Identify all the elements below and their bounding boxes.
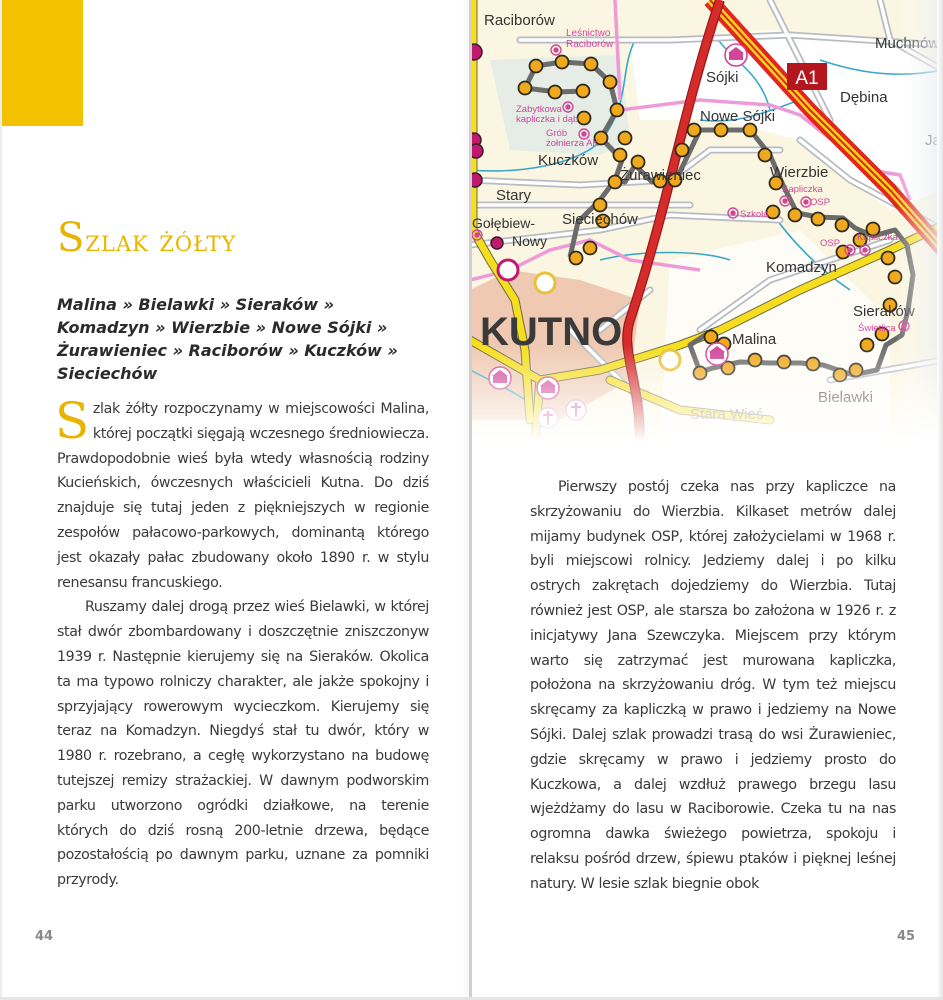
page-number: 45 xyxy=(897,929,916,944)
left-body-text xyxy=(55,392,429,893)
drop-cap: S xyxy=(55,392,89,450)
route-summary: Malina » Bielawki » Sieraków » Komadzyn » Wierzbie » Nowe Sójki » Żurawieniec » Raciborów » Kuczków » Sieciechów xyxy=(57,295,398,383)
chapter-title: Szlak żółty xyxy=(57,215,237,261)
paragraph: Ruszamy dalej drogą przez wieś Bielawki, w której stał dwór zbombardowany i doszczętnie zniszczonyw 1939 r. Następnie kierujemy się na Sieraków. Okolica ta ma typowo rolniczy charakter, ale jakże spokojny i sprzyjający rowerowym wycieczkom. Kierujemy się teraz na Komadzyn. Niegdyś stał tu dwór, który w 1980 r. rozebrano, a cegłę wykorzystano na budowę tutejszej remizy strażackiej. W dawnym podworskim parku utworzono ogródki działkowe, na terenie których do dziś rosną 200-letnie drzewa, będące pozostałością po dawnym parku, uznane za pomniki przyrody. xyxy=(57,599,429,889)
paragraph: Szlak żółty rozpoczynamy w miejscowości Malina, której początki sięgają wczesnego średniowiecza. Prawdopodobnie wieś była wtedy własnością rodziny Kucieńskich, ówczesnych właścicieli Kutna. Do dziś znajduje się tutaj jeden z piękniejszych w regionie zespołów pałacowo-parkowych, dominantą którego jest okazały pałac zbudowany około 1890 r. w stylu renesansu francuskiego. xyxy=(55,392,429,591)
yellow-accent-block xyxy=(0,0,83,126)
page-edge xyxy=(0,0,2,1000)
book-spine-shadow xyxy=(462,0,469,1000)
book-spine xyxy=(469,0,472,1000)
page-edge xyxy=(937,0,943,1000)
page-number: 44 xyxy=(35,929,54,944)
left-page xyxy=(0,0,470,1000)
trail-map xyxy=(470,0,943,442)
paragraph: Pierwszy postój czeka nas przy kapliczce na skrzyżowaniu do Wierzbia. Kilkaset metrów dalej mijamy budynek OSP, której założycielami w 1968 r. byli miejscowi rolnicy. Jedziemy dalej i po kilku ostrych zakrętach dojedziemy do Wierzbia. Tutaj również jest OSP, ale starsza bo założona w 1926 r. z inicjatywy Jana Szewczyka. Miejscem przy którym warto się zatrzymać jest murowana kapliczka, położona na skrzyżowaniu dróg. W tym też miejscu skręcamy za kapliczką w prawo i jedziemy na Nowe Sójki. Dalej szlak prowadzi trasą do wsi Żurawieniec, gdzie skręcamy w prawo i jedziemy prosto do Kuczkowa, a dalej wzdłuż prawego brzegu lasu wjeżdżamy do lasu w Raciborowie. Czeka tu na nas ogromna dawka świeżego powietrza, spokoju i relaksu pośród drzew, śpiewu ptaków i pięknej leśnej natury. W lesie szlak biegnie obok xyxy=(530,479,896,892)
right-body-text xyxy=(530,475,896,897)
